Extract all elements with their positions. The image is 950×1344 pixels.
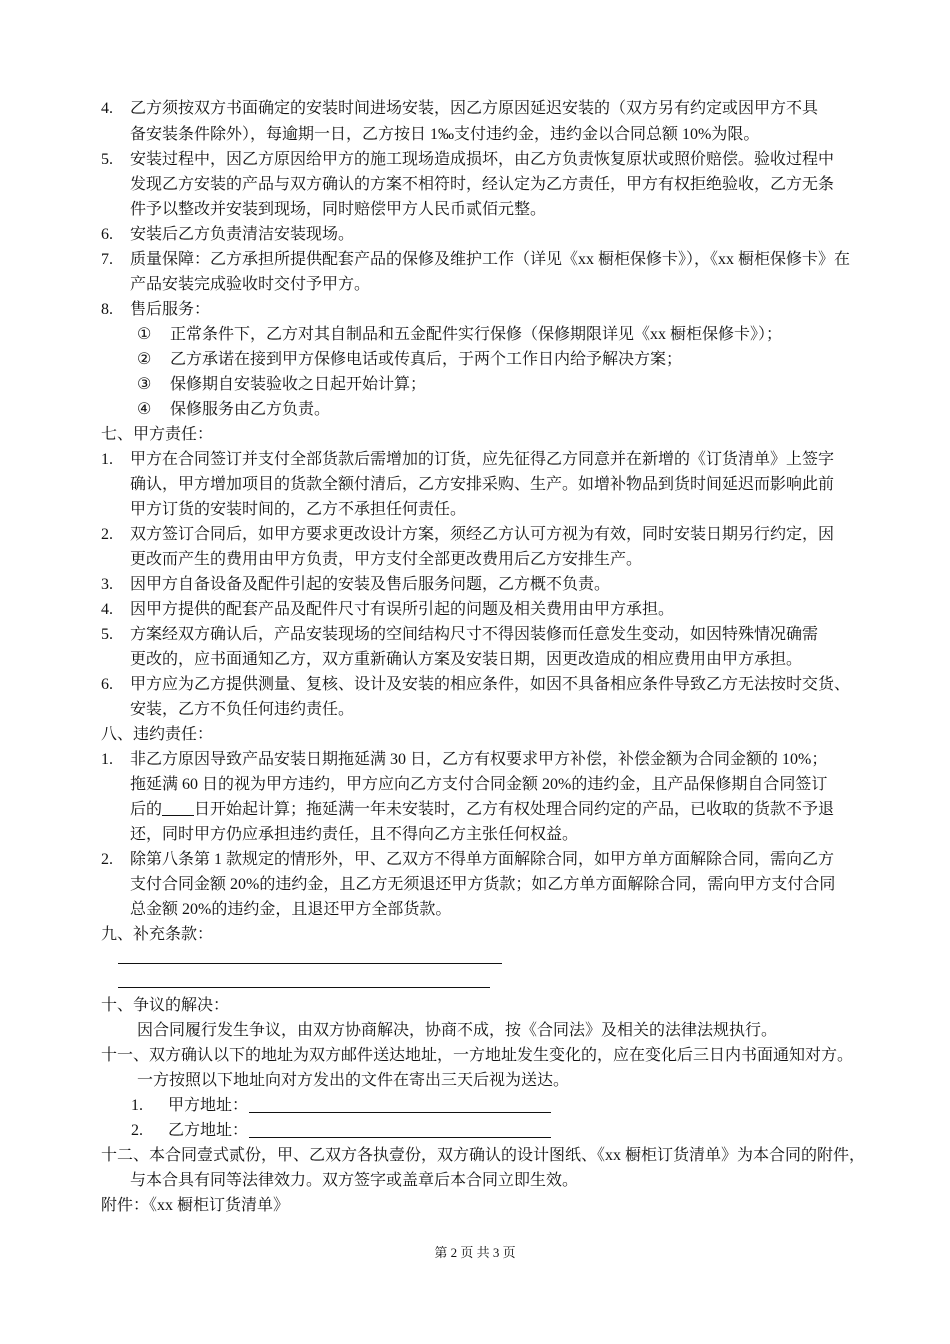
party-b-address-blank[interactable] (249, 1137, 551, 1138)
item-number: 2. (101, 851, 113, 868)
sub-item-text: 正常条件下，乙方对其自制品和五金配件实行保修（保修期限详见《xx 橱柜保修卡》）； (170, 326, 783, 343)
item-number: 5. (101, 626, 113, 643)
supplement-blank-line[interactable] (118, 963, 502, 964)
item-text: 确认，甲方增加项目的货款全额付清后，乙方安排采购、生产。如增补物品到货时间延迟而影响此前 (130, 476, 835, 493)
item-text: 甲方订货的安装时间的，乙方不承担任何责任。 (130, 501, 467, 518)
section-text: 一方按照以下地址向对方发出的文件在寄出三天后视为送达。 (137, 1072, 570, 1089)
item-text: 备安装条件除外），每逾期一日，乙方按日 1‰支付违约金，违约金以合同总额 10%为限。 (130, 126, 760, 143)
item-text: 乙方须按双方书面确定的安装时间进场安装，因乙方原因延迟安装的（双方另有约定或因甲方不具 (130, 100, 819, 117)
item-number: 4. (101, 601, 113, 618)
page-footer: 第 2 页 共 3 页 (434, 1245, 516, 1260)
day-blank[interactable] (162, 799, 194, 816)
item-text: 更改而产生的费用由甲方负责，甲方支付全部更改费用后乙方安排生产。 (130, 551, 643, 568)
item-number: 1. (101, 751, 113, 768)
item-text: 更改的，应书面通知乙方，双方重新确认方案及安装日期，因更改造成的相应费用由甲方承担。 (130, 651, 803, 668)
section-heading: 十、争议的解决： (101, 997, 230, 1014)
sub-item-marker: ① (137, 326, 152, 343)
party-a-address-blank[interactable] (249, 1112, 551, 1113)
section-heading: 十二、本合同壹式贰份，甲、乙双方各执壹份，双方确认的设计图纸、《xx 橱柜订货清单》为本合同的附件， (101, 1147, 866, 1164)
item-text: 拖延满 60 日的视为甲方违约，甲方应向乙方支付合同金额 20%的违约金，且产品保修期自合同签订 (130, 776, 828, 793)
item-text: 安装过程中，因乙方原因给甲方的施工现场造成损坏，由乙方负责恢复原状或照价赔偿。验收过程中 (130, 151, 835, 168)
item-text: 还，同时甲方仍应承担违约责任，且不得向乙方主张任何权益。 (130, 826, 579, 843)
item-text: 总金额 20%的违约金，且退还甲方全部货款。 (130, 901, 452, 918)
sub-item-marker: ④ (137, 401, 152, 418)
item-text: 因甲方自备设备及配件引起的安装及售后服务问题，乙方概不负责。 (130, 576, 611, 593)
attachment-line: 附件：《xx 橱柜订货清单》 (101, 1197, 290, 1214)
item-number: 5. (101, 151, 113, 168)
item-number: 6. (101, 226, 113, 243)
item-number: 7. (101, 251, 113, 268)
item-text: 非乙方原因导致产品安装日期拖延满 30 日，乙方有权要求甲方补偿，补偿金额为合同金额的 10%； (130, 751, 828, 768)
sub-item-marker: ② (137, 351, 152, 368)
item-number: 1. (101, 451, 113, 468)
section-heading: 八、违约责任： (101, 726, 214, 743)
item-text: 件予以整改并安装到现场，同时赔偿甲方人民币贰佰元整。 (130, 201, 547, 218)
item-text: 除第八条第 1 款规定的情形外，甲、乙双方不得单方面解除合同，如甲方单方面解除合同，需向乙方 (130, 851, 835, 868)
item-number: 8. (101, 301, 113, 318)
sub-item-text: 保修期自安装验收之日起开始计算； (170, 376, 427, 393)
item-text-with-blank (130, 799, 834, 821)
section-heading: 七、甲方责任： (101, 426, 214, 443)
item-text: 甲方在合同签订并支付全部货款后需增加的订货，应先征得乙方同意并在新增的《订货清单》上签字 (130, 451, 835, 468)
item-text: 售后服务： (130, 301, 211, 318)
party-a-address-label: 甲方地址： (168, 1097, 249, 1114)
sub-item-marker: ③ (137, 376, 152, 393)
item-text: 安装，乙方不负任何违约责任。 (130, 701, 355, 718)
item-text: 安装后乙方负责清洁安装现场。 (130, 226, 355, 243)
item-text: 日开始起计算；拖延满一年未安装时，乙方有权处理合同约定的产品，已收取的货款不予退 (194, 801, 835, 818)
section-text: 与本合具有同等法律效力。双方签字或盖章后本合同立即生效。 (130, 1172, 579, 1189)
supplement-blank-line[interactable] (118, 987, 490, 988)
item-text: 双方签订合同后，如甲方要求更改设计方案，须经乙方认可方视为有效，同时安装日期另行约定，因 (130, 526, 835, 543)
item-text: 发现乙方安装的产品与双方确认的方案不相符时，经认定为乙方责任，甲方有权拒绝验收，乙方无条 (130, 176, 835, 193)
item-number: 1. (131, 1097, 143, 1114)
item-text: 甲方应为乙方提供测量、复核、设计及安装的相应条件，如因不具备相应条件导致乙方无法按时交货、 (130, 676, 851, 693)
item-text: 产品安装完成验收时交付予甲方。 (130, 276, 371, 293)
section-text: 因合同履行发生争议，由双方协商解决，协商不成，按《合同法》及相关的法律法规执行。 (137, 1022, 778, 1039)
item-text: 因甲方提供的配套产品及配件尺寸有误所引起的问题及相关费用由甲方承担。 (130, 601, 675, 618)
item-text: 方案经双方确认后，产品安装现场的空间结构尺寸不得因装修而任意发生变动，如因特殊情况确需 (130, 626, 819, 643)
item-text: 质量保障：乙方承担所提供配套产品的保修及维护工作（详见《xx 橱柜保修卡》），《xx 橱柜保修卡》在 (130, 251, 851, 268)
section-heading: 十一、双方确认以下的地址为双方邮件送达地址，一方地址发生变化的，应在变化后三日内书面通知对方。 (101, 1047, 854, 1064)
party-b-address-label: 乙方地址： (168, 1122, 249, 1139)
item-number: 3. (101, 576, 113, 593)
item-text: 支付合同金额 20%的违约金，且乙方无须退还甲方货款；如乙方单方面解除合同，需向甲方支付合同 (130, 876, 836, 893)
item-number: 4. (101, 100, 113, 117)
item-text: 后的 (130, 801, 163, 818)
section-heading: 九、补充条款： (101, 926, 214, 943)
item-number: 2. (131, 1122, 143, 1139)
sub-item-text: 保修服务由乙方负责。 (170, 401, 331, 418)
item-number: 6. (101, 676, 113, 693)
sub-item-text: 乙方承诺在接到甲方保修电话或传真后，于两个工作日内给予解决方案； (170, 351, 683, 368)
item-number: 2. (101, 526, 113, 543)
